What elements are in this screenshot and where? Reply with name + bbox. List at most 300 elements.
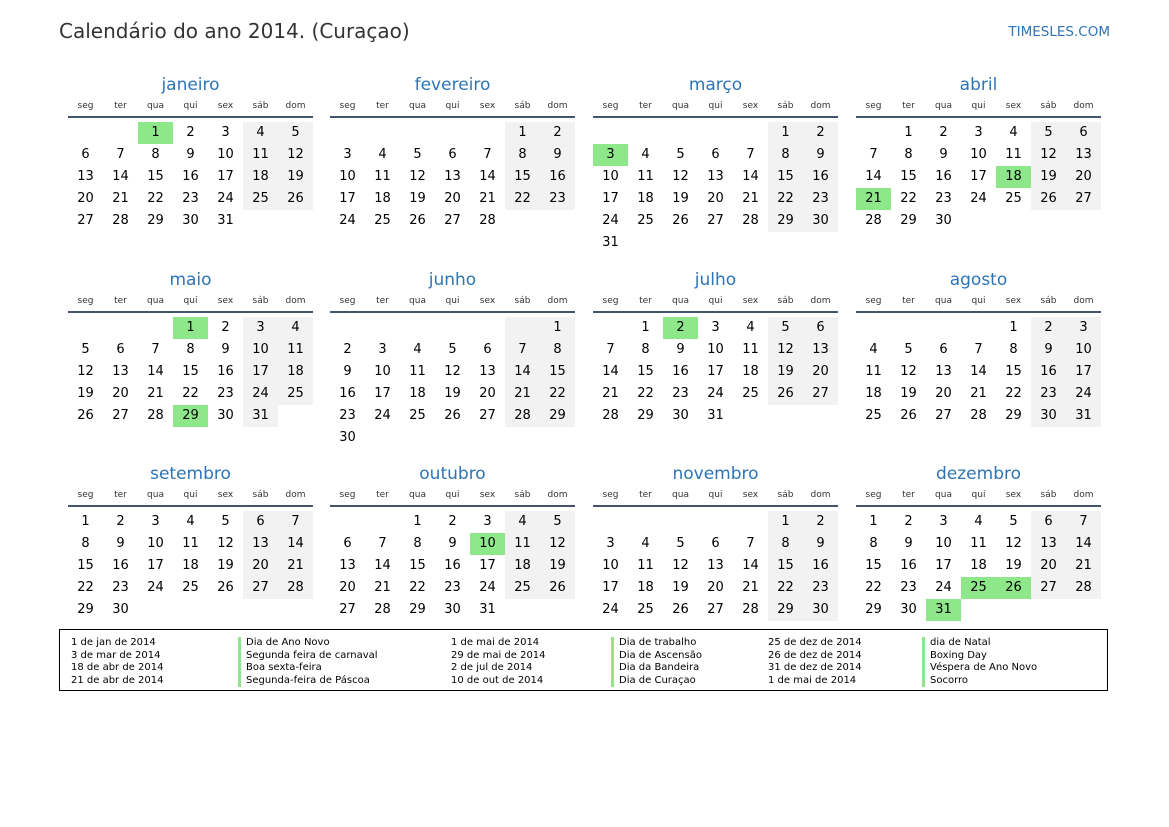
day-cell[interactable]: 18 (182, 558, 199, 573)
day-cell[interactable]: 31 (926, 599, 961, 621)
day-cell[interactable]: 3 (606, 536, 615, 551)
day-cell[interactable]: 1 (81, 514, 90, 529)
day-cell[interactable]: 22 (1005, 386, 1022, 401)
day-cell[interactable]: 15 (865, 558, 882, 573)
day-cell[interactable]: 12 (217, 536, 234, 551)
day-cell[interactable]: 22 (505, 188, 540, 210)
day-cell[interactable]: 23 (339, 408, 356, 423)
day-cell[interactable]: 29 (540, 405, 575, 427)
day-cell[interactable]: 15 (77, 558, 94, 573)
day-cell[interactable]: 21 (970, 386, 987, 401)
day-cell[interactable]: 24 (970, 191, 987, 206)
day-cell[interactable]: 12 (278, 144, 313, 166)
day-cell[interactable]: 29 (865, 602, 882, 617)
day-cell[interactable]: 6 (448, 147, 457, 162)
day-cell[interactable]: 8 (505, 144, 540, 166)
day-cell[interactable]: 11 (374, 169, 391, 184)
day-cell[interactable]: 14 (602, 364, 619, 379)
day-cell[interactable]: 15 (182, 364, 199, 379)
day-cell[interactable]: 26 (77, 408, 94, 423)
day-cell[interactable]: 23 (540, 188, 575, 210)
day-cell[interactable]: 8 (540, 339, 575, 361)
day-cell[interactable]: 14 (112, 169, 129, 184)
day-cell[interactable]: 5 (278, 122, 313, 144)
day-cell[interactable]: 5 (448, 342, 457, 357)
day-cell[interactable]: 23 (1031, 383, 1066, 405)
day-cell[interactable]: 22 (182, 386, 199, 401)
day-cell[interactable]: 29 (768, 599, 803, 621)
day-cell[interactable]: 13 (935, 364, 952, 379)
day-cell[interactable]: 28 (742, 213, 759, 228)
day-cell[interactable]: 23 (900, 580, 917, 595)
day-cell[interactable]: 4 (278, 317, 313, 339)
day-cell[interactable]: 14 (865, 169, 882, 184)
day-cell[interactable]: 9 (1031, 339, 1066, 361)
day-cell[interactable]: 24 (374, 408, 391, 423)
day-cell[interactable]: 14 (374, 558, 391, 573)
day-cell[interactable]: 18 (996, 166, 1031, 188)
day-cell[interactable]: 2 (663, 317, 698, 339)
day-cell[interactable]: 30 (803, 210, 838, 232)
day-cell[interactable]: 4 (505, 511, 540, 533)
day-cell[interactable]: 19 (672, 580, 689, 595)
day-cell[interactable]: 7 (746, 147, 755, 162)
day-cell[interactable]: 4 (869, 342, 878, 357)
day-cell[interactable]: 25 (637, 213, 654, 228)
day-cell[interactable]: 13 (1031, 533, 1066, 555)
day-cell[interactable]: 19 (672, 191, 689, 206)
day-cell[interactable]: 10 (602, 169, 619, 184)
day-cell[interactable]: 5 (676, 536, 685, 551)
day-cell[interactable]: 31 (602, 235, 619, 250)
day-cell[interactable]: 6 (711, 536, 720, 551)
day-cell[interactable]: 11 (182, 536, 199, 551)
day-cell[interactable]: 6 (81, 147, 90, 162)
day-cell[interactable]: 19 (409, 191, 426, 206)
day-cell[interactable]: 3 (593, 144, 628, 166)
day-cell[interactable]: 10 (970, 147, 987, 162)
day-cell[interactable]: 22 (768, 188, 803, 210)
day-cell[interactable]: 29 (409, 602, 426, 617)
day-cell[interactable]: 19 (1031, 166, 1066, 188)
day-cell[interactable]: 6 (343, 536, 352, 551)
day-cell[interactable]: 2 (939, 125, 948, 140)
day-cell[interactable]: 3 (151, 514, 160, 529)
day-cell[interactable]: 10 (470, 533, 505, 555)
day-cell[interactable]: 4 (243, 122, 278, 144)
day-cell[interactable]: 21 (479, 191, 496, 206)
day-cell[interactable]: 27 (339, 602, 356, 617)
day-cell[interactable]: 9 (186, 147, 195, 162)
day-cell[interactable]: 31 (217, 213, 234, 228)
day-cell[interactable]: 2 (116, 514, 125, 529)
day-cell[interactable]: 11 (865, 364, 882, 379)
day-cell[interactable]: 18 (409, 386, 426, 401)
day-cell[interactable]: 26 (900, 408, 917, 423)
day-cell[interactable]: 7 (483, 147, 492, 162)
day-cell[interactable]: 17 (479, 558, 496, 573)
day-cell[interactable]: 3 (343, 147, 352, 162)
day-cell[interactable]: 14 (1066, 533, 1101, 555)
day-cell[interactable]: 26 (996, 577, 1031, 599)
day-cell[interactable]: 10 (147, 536, 164, 551)
day-cell[interactable]: 28 (505, 405, 540, 427)
day-cell[interactable]: 19 (768, 361, 803, 383)
day-cell[interactable]: 20 (479, 386, 496, 401)
day-cell[interactable]: 3 (221, 125, 230, 140)
day-cell[interactable]: 11 (637, 169, 654, 184)
day-cell[interactable]: 7 (505, 339, 540, 361)
day-cell[interactable]: 20 (77, 191, 94, 206)
day-cell[interactable]: 30 (900, 602, 917, 617)
day-cell[interactable]: 13 (77, 169, 94, 184)
day-cell[interactable]: 10 (217, 147, 234, 162)
day-cell[interactable]: 2 (221, 320, 230, 335)
day-cell[interactable]: 18 (865, 386, 882, 401)
day-cell[interactable]: 28 (602, 408, 619, 423)
day-cell[interactable]: 28 (970, 408, 987, 423)
day-cell[interactable]: 28 (147, 408, 164, 423)
day-cell[interactable]: 28 (1066, 577, 1101, 599)
day-cell[interactable]: 14 (278, 533, 313, 555)
day-cell[interactable]: 1 (173, 317, 208, 339)
day-cell[interactable]: 29 (147, 213, 164, 228)
day-cell[interactable]: 16 (217, 364, 234, 379)
day-cell[interactable]: 2 (448, 514, 457, 529)
day-cell[interactable]: 24 (707, 386, 724, 401)
day-cell[interactable]: 11 (278, 339, 313, 361)
day-cell[interactable]: 21 (602, 386, 619, 401)
day-cell[interactable]: 14 (479, 169, 496, 184)
day-cell[interactable]: 13 (112, 364, 129, 379)
day-cell[interactable]: 25 (243, 188, 278, 210)
day-cell[interactable]: 27 (1031, 577, 1066, 599)
day-cell[interactable]: 21 (856, 188, 891, 210)
day-cell[interactable]: 21 (742, 191, 759, 206)
day-cell[interactable]: 13 (707, 558, 724, 573)
day-cell[interactable]: 3 (1066, 317, 1101, 339)
day-cell[interactable]: 1 (641, 320, 650, 335)
day-cell[interactable]: 29 (900, 213, 917, 228)
day-cell[interactable]: 19 (444, 386, 461, 401)
day-cell[interactable]: 18 (243, 166, 278, 188)
day-cell[interactable]: 17 (1066, 361, 1101, 383)
day-cell[interactable]: 26 (1031, 188, 1066, 210)
day-cell[interactable]: 12 (444, 364, 461, 379)
day-cell[interactable]: 30 (339, 430, 356, 445)
day-cell[interactable]: 27 (1066, 188, 1101, 210)
day-cell[interactable]: 22 (768, 577, 803, 599)
day-cell[interactable]: 14 (742, 558, 759, 573)
day-cell[interactable]: 16 (540, 166, 575, 188)
day-cell[interactable]: 29 (1005, 408, 1022, 423)
day-cell[interactable]: 10 (243, 339, 278, 361)
day-cell[interactable]: 4 (641, 147, 650, 162)
day-cell[interactable]: 6 (483, 342, 492, 357)
day-cell[interactable]: 8 (768, 533, 803, 555)
day-cell[interactable]: 25 (961, 577, 996, 599)
day-cell[interactable]: 17 (243, 361, 278, 383)
day-cell[interactable]: 1 (138, 122, 173, 144)
day-cell[interactable]: 13 (707, 169, 724, 184)
day-cell[interactable]: 2 (540, 122, 575, 144)
day-cell[interactable]: 18 (278, 361, 313, 383)
day-cell[interactable]: 11 (243, 144, 278, 166)
day-cell[interactable]: 31 (479, 602, 496, 617)
day-cell[interactable]: 20 (707, 580, 724, 595)
day-cell[interactable]: 9 (904, 536, 913, 551)
day-cell[interactable]: 21 (742, 580, 759, 595)
day-cell[interactable]: 5 (1031, 122, 1066, 144)
day-cell[interactable]: 7 (974, 342, 983, 357)
day-cell[interactable]: 1 (768, 511, 803, 533)
day-cell[interactable]: 4 (746, 320, 755, 335)
day-cell[interactable]: 8 (413, 536, 422, 551)
day-cell[interactable]: 27 (935, 408, 952, 423)
day-cell[interactable]: 7 (869, 147, 878, 162)
day-cell[interactable]: 1 (505, 122, 540, 144)
day-cell[interactable]: 3 (939, 514, 948, 529)
day-cell[interactable]: 5 (768, 317, 803, 339)
day-cell[interactable]: 20 (935, 386, 952, 401)
day-cell[interactable]: 23 (935, 191, 952, 206)
day-cell[interactable]: 21 (374, 580, 391, 595)
day-cell[interactable]: 6 (711, 147, 720, 162)
day-cell[interactable]: 14 (147, 364, 164, 379)
day-cell[interactable]: 29 (77, 602, 94, 617)
day-cell[interactable]: 30 (444, 602, 461, 617)
day-cell[interactable]: 6 (116, 342, 125, 357)
day-cell[interactable]: 4 (641, 536, 650, 551)
day-cell[interactable]: 9 (343, 364, 352, 379)
day-cell[interactable]: 13 (444, 169, 461, 184)
day-cell[interactable]: 22 (637, 386, 654, 401)
day-cell[interactable]: 15 (409, 558, 426, 573)
day-cell[interactable]: 15 (540, 361, 575, 383)
day-cell[interactable]: 21 (112, 191, 129, 206)
day-cell[interactable]: 28 (374, 602, 391, 617)
day-cell[interactable]: 10 (935, 536, 952, 551)
day-cell[interactable]: 4 (413, 342, 422, 357)
day-cell[interactable]: 19 (900, 386, 917, 401)
day-cell[interactable]: 3 (711, 320, 720, 335)
day-cell[interactable]: 9 (803, 144, 838, 166)
day-cell[interactable]: 5 (81, 342, 90, 357)
day-cell[interactable]: 25 (182, 580, 199, 595)
day-cell[interactable]: 20 (707, 191, 724, 206)
day-cell[interactable]: 18 (970, 558, 987, 573)
day-cell[interactable]: 12 (672, 558, 689, 573)
day-cell[interactable]: 31 (1066, 405, 1101, 427)
day-cell[interactable]: 30 (182, 213, 199, 228)
day-cell[interactable]: 20 (803, 361, 838, 383)
day-cell[interactable]: 20 (1066, 166, 1101, 188)
day-cell[interactable]: 13 (1066, 144, 1101, 166)
day-cell[interactable]: 11 (637, 558, 654, 573)
day-cell[interactable]: 15 (637, 364, 654, 379)
day-cell[interactable]: 7 (1066, 511, 1101, 533)
day-cell[interactable]: 17 (935, 558, 952, 573)
day-cell[interactable]: 27 (243, 577, 278, 599)
day-cell[interactable]: 15 (505, 166, 540, 188)
day-cell[interactable]: 30 (803, 599, 838, 621)
day-cell[interactable]: 17 (602, 580, 619, 595)
day-cell[interactable]: 6 (939, 342, 948, 357)
day-cell[interactable]: 7 (116, 147, 125, 162)
day-cell[interactable]: 15 (768, 166, 803, 188)
day-cell[interactable]: 6 (1031, 511, 1066, 533)
day-cell[interactable]: 12 (672, 169, 689, 184)
day-cell[interactable]: 1 (540, 317, 575, 339)
day-cell[interactable]: 26 (672, 213, 689, 228)
day-cell[interactable]: 24 (602, 602, 619, 617)
day-cell[interactable]: 19 (217, 558, 234, 573)
day-cell[interactable]: 20 (339, 580, 356, 595)
day-cell[interactable]: 24 (339, 213, 356, 228)
day-cell[interactable]: 12 (1005, 536, 1022, 551)
day-cell[interactable]: 17 (602, 191, 619, 206)
day-cell[interactable]: 2 (803, 122, 838, 144)
day-cell[interactable]: 6 (1066, 122, 1101, 144)
day-cell[interactable]: 2 (343, 342, 352, 357)
day-cell[interactable]: 12 (900, 364, 917, 379)
day-cell[interactable]: 4 (974, 514, 983, 529)
day-cell[interactable]: 15 (1005, 364, 1022, 379)
day-cell[interactable]: 20 (444, 191, 461, 206)
day-cell[interactable]: 2 (1031, 317, 1066, 339)
day-cell[interactable]: 1 (413, 514, 422, 529)
day-cell[interactable]: 21 (505, 383, 540, 405)
day-cell[interactable]: 8 (768, 144, 803, 166)
day-cell[interactable]: 19 (278, 166, 313, 188)
day-cell[interactable]: 1 (768, 122, 803, 144)
day-cell[interactable]: 1 (904, 125, 913, 140)
day-cell[interactable]: 25 (865, 408, 882, 423)
day-cell[interactable]: 28 (479, 213, 496, 228)
day-cell[interactable]: 10 (374, 364, 391, 379)
day-cell[interactable]: 14 (505, 361, 540, 383)
day-cell[interactable]: 1 (1009, 320, 1018, 335)
day-cell[interactable]: 17 (339, 191, 356, 206)
day-cell[interactable]: 28 (112, 213, 129, 228)
day-cell[interactable]: 3 (378, 342, 387, 357)
day-cell[interactable]: 18 (637, 580, 654, 595)
day-cell[interactable]: 16 (803, 555, 838, 577)
day-cell[interactable]: 23 (182, 191, 199, 206)
day-cell[interactable]: 25 (505, 577, 540, 599)
day-cell[interactable]: 8 (81, 536, 90, 551)
day-cell[interactable]: 16 (672, 364, 689, 379)
day-cell[interactable]: 23 (444, 580, 461, 595)
site-link[interactable]: TIMESLES.COM (1008, 24, 1110, 40)
day-cell[interactable]: 26 (278, 188, 313, 210)
day-cell[interactable]: 8 (904, 147, 913, 162)
day-cell[interactable]: 27 (77, 213, 94, 228)
day-cell[interactable]: 26 (672, 602, 689, 617)
day-cell[interactable]: 27 (112, 408, 129, 423)
day-cell[interactable]: 31 (243, 405, 278, 427)
day-cell[interactable]: 11 (970, 536, 987, 551)
day-cell[interactable]: 22 (409, 580, 426, 595)
day-cell[interactable]: 23 (217, 386, 234, 401)
day-cell[interactable]: 8 (641, 342, 650, 357)
day-cell[interactable]: 12 (409, 169, 426, 184)
day-cell[interactable]: 12 (768, 339, 803, 361)
day-cell[interactable]: 8 (186, 342, 195, 357)
day-cell[interactable]: 29 (637, 408, 654, 423)
day-cell[interactable]: 8 (151, 147, 160, 162)
day-cell[interactable]: 15 (768, 555, 803, 577)
day-cell[interactable]: 4 (186, 514, 195, 529)
day-cell[interactable]: 24 (243, 383, 278, 405)
day-cell[interactable]: 27 (479, 408, 496, 423)
day-cell[interactable]: 12 (540, 533, 575, 555)
day-cell[interactable]: 18 (742, 364, 759, 379)
day-cell[interactable]: 18 (374, 191, 391, 206)
day-cell[interactable]: 29 (768, 210, 803, 232)
day-cell[interactable]: 24 (1066, 383, 1101, 405)
day-cell[interactable]: 13 (339, 558, 356, 573)
day-cell[interactable]: 9 (939, 147, 948, 162)
day-cell[interactable]: 10 (602, 558, 619, 573)
day-cell[interactable]: 11 (1005, 147, 1022, 162)
day-cell[interactable]: 2 (904, 514, 913, 529)
day-cell[interactable]: 16 (339, 386, 356, 401)
day-cell[interactable]: 18 (637, 191, 654, 206)
day-cell[interactable]: 23 (803, 577, 838, 599)
day-cell[interactable]: 26 (444, 408, 461, 423)
day-cell[interactable]: 9 (116, 536, 125, 551)
day-cell[interactable]: 24 (479, 580, 496, 595)
day-cell[interactable]: 24 (147, 580, 164, 595)
day-cell[interactable]: 25 (374, 213, 391, 228)
day-cell[interactable]: 25 (1005, 191, 1022, 206)
day-cell[interactable]: 21 (147, 386, 164, 401)
day-cell[interactable]: 11 (742, 342, 759, 357)
day-cell[interactable]: 28 (865, 213, 882, 228)
day-cell[interactable]: 7 (278, 511, 313, 533)
day-cell[interactable]: 14 (970, 364, 987, 379)
day-cell[interactable]: 17 (374, 386, 391, 401)
day-cell[interactable]: 22 (147, 191, 164, 206)
day-cell[interactable]: 3 (243, 317, 278, 339)
day-cell[interactable]: 11 (409, 364, 426, 379)
day-cell[interactable]: 26 (409, 213, 426, 228)
day-cell[interactable]: 30 (672, 408, 689, 423)
day-cell[interactable]: 8 (869, 536, 878, 551)
day-cell[interactable]: 9 (448, 536, 457, 551)
day-cell[interactable]: 12 (1031, 144, 1066, 166)
day-cell[interactable]: 15 (147, 169, 164, 184)
day-cell[interactable]: 7 (151, 342, 160, 357)
day-cell[interactable]: 24 (935, 580, 952, 595)
day-cell[interactable]: 2 (186, 125, 195, 140)
day-cell[interactable]: 23 (112, 580, 129, 595)
day-cell[interactable]: 27 (803, 383, 838, 405)
day-cell[interactable]: 4 (378, 147, 387, 162)
day-cell[interactable]: 10 (1066, 339, 1101, 361)
day-cell[interactable]: 16 (112, 558, 129, 573)
day-cell[interactable]: 5 (413, 147, 422, 162)
day-cell[interactable]: 12 (77, 364, 94, 379)
day-cell[interactable]: 7 (606, 342, 615, 357)
day-cell[interactable]: 31 (707, 408, 724, 423)
day-cell[interactable]: 27 (444, 213, 461, 228)
day-cell[interactable]: 7 (378, 536, 387, 551)
day-cell[interactable]: 7 (746, 536, 755, 551)
day-cell[interactable]: 28 (278, 577, 313, 599)
day-cell[interactable]: 22 (865, 580, 882, 595)
